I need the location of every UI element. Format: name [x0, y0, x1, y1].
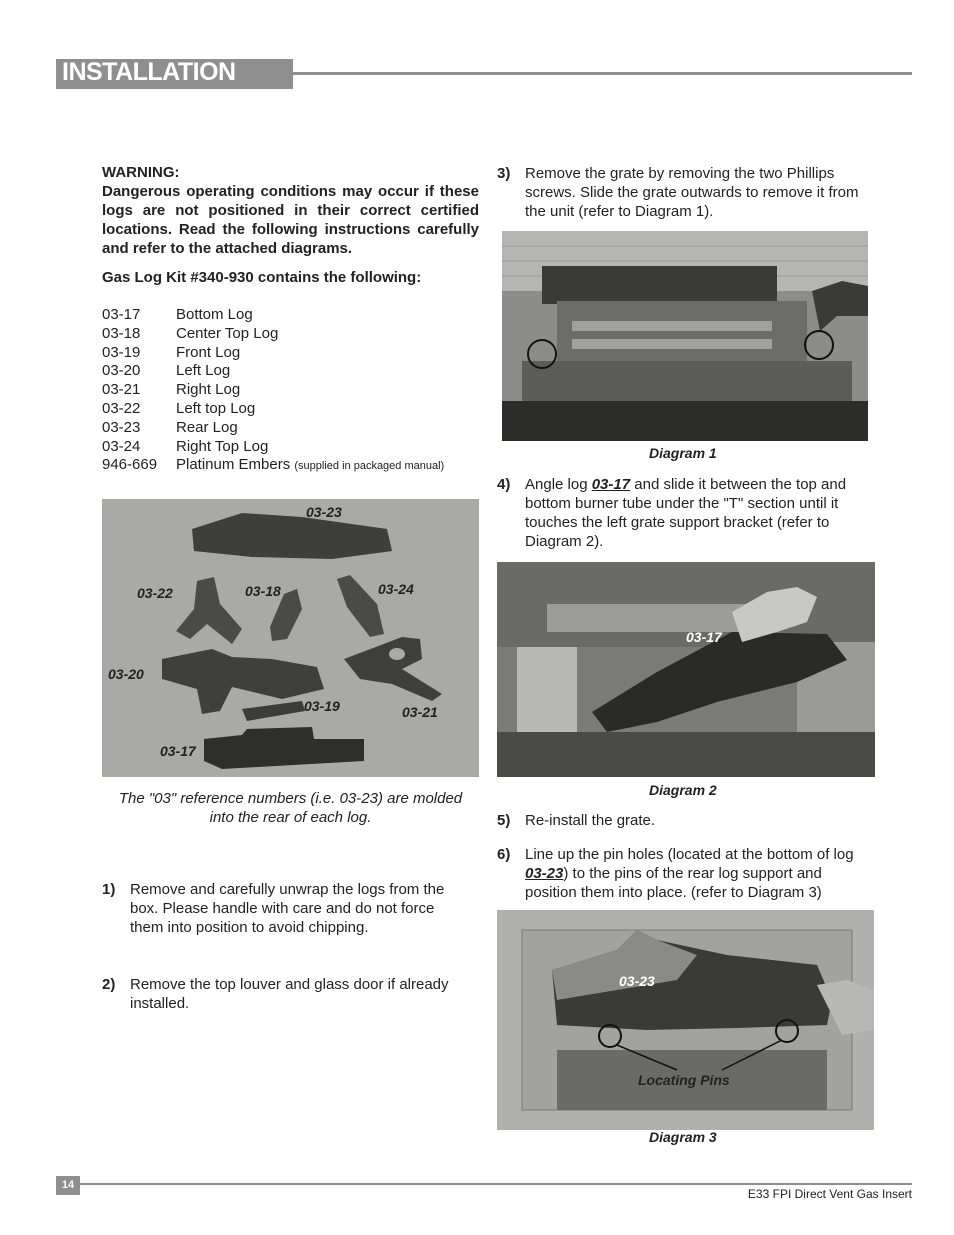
- diagram-2-label: 03-17: [686, 629, 722, 645]
- part-name: Right Top Log: [176, 437, 269, 455]
- log-label: 03-24: [378, 581, 414, 597]
- step-4: 4) Angle log 03-17 and slide it between the top and bottom burner tube under the "T" section until it touches the left grate support bracket (refer to Diagram 2).: [497, 476, 847, 550]
- footer-title: E33 FPI Direct Vent Gas Insert: [747, 1187, 912, 1201]
- part-code: 946-669: [102, 456, 158, 474]
- diagram-1-caption: Diagram 1: [649, 445, 717, 461]
- log-label: 03-20: [108, 666, 144, 682]
- parts-list: [102, 306, 444, 476]
- list-item: [102, 344, 444, 363]
- diagram-3-caption: Diagram 3: [649, 1129, 717, 1145]
- warning-heading: WARNING:: [102, 164, 180, 181]
- diagram-3-label: 03-23: [619, 973, 655, 989]
- diagram-2-photo: [497, 562, 875, 777]
- part-code: 03-23: [102, 418, 141, 436]
- log-label: 03-18: [245, 583, 281, 599]
- step-5: 5) Re-install the grate.: [497, 812, 656, 829]
- list-item: [102, 400, 444, 419]
- warning-block: [102, 163, 479, 258]
- part-name: Center Top Log: [176, 324, 279, 342]
- part-code: 03-19: [102, 343, 141, 361]
- log-ref: 03-23: [525, 865, 564, 882]
- part-name: Front Log: [176, 343, 241, 361]
- step-6: 6) Line up the pin holes (located at the bottom of log 03-23) to the pins of the rear log support and position them into place. (refer to Diagram 3): [497, 846, 854, 901]
- logs-illustration: [102, 499, 479, 777]
- part-name: Rear Log: [176, 418, 238, 436]
- log-label: 03-19: [304, 698, 340, 714]
- logs-photo-caption: The "03" reference numbers (i.e. 03-23) are molded into the rear of each log.: [118, 790, 463, 826]
- header-rule: [293, 72, 912, 75]
- list-item: [102, 419, 444, 438]
- part-name: Left top Log: [176, 399, 256, 417]
- list-item: [102, 362, 444, 381]
- part-note: (supplied in packaged manual): [294, 460, 445, 473]
- log-label: 03-17: [160, 743, 196, 759]
- log-label: 03-22: [137, 585, 173, 601]
- diagram-2-illustration: [497, 562, 875, 777]
- diagram-3-photo: [497, 910, 874, 1130]
- page-number: 14: [56, 1176, 80, 1195]
- kit-title: Gas Log Kit #340-930 contains the following:: [102, 269, 422, 286]
- step-2: 2) Remove the top louver and glass door if already installed.: [102, 976, 449, 1012]
- part-code: 03-17: [102, 306, 141, 323]
- part-code: 03-20: [102, 362, 141, 380]
- diagram-3-illustration: [497, 910, 874, 1130]
- locating-pins-label: Locating Pins: [638, 1072, 730, 1088]
- list-item: [102, 381, 444, 400]
- log-label: 03-23: [306, 504, 342, 520]
- diagram-2-caption: Diagram 2: [649, 782, 717, 798]
- part-name: Bottom Log: [176, 306, 253, 323]
- part-code: 03-18: [102, 324, 141, 342]
- part-name: Platinum Embers (supplied in packaged manual): [176, 456, 445, 474]
- part-name: Right Log: [176, 381, 241, 399]
- diagram-1-illustration: [502, 231, 868, 441]
- part-code: 03-24: [102, 437, 141, 455]
- list-item: [102, 456, 444, 476]
- logs-photo: [102, 499, 479, 777]
- warning-body: Dangerous operating conditions may occur if these logs are not positioned in their correct certified locations. Read the following instructions carefully and refer to the attached diagrams.: [102, 183, 479, 257]
- part-name: Left Log: [176, 362, 231, 380]
- page-title: INSTALLATION: [62, 58, 236, 86]
- list-item: [102, 438, 444, 457]
- list-item: [102, 325, 444, 344]
- log-ref: 03-17: [591, 476, 631, 493]
- footer-rule: [80, 1183, 912, 1185]
- log-label: 03-21: [402, 704, 438, 720]
- diagram-1-photo: [502, 231, 868, 441]
- part-code: 03-22: [102, 399, 141, 417]
- step-3: 3) Remove the grate by removing the two Phillips screws. Slide the grate outwards to remove it from the unit (refer to Diagram 1).: [497, 165, 859, 220]
- part-code: 03-21: [102, 381, 141, 399]
- list-item: [102, 306, 444, 325]
- step-1: 1) Remove and carefully unwrap the logs from the box. Please handle with care and do not force them into position to avoid chipping.: [102, 881, 445, 936]
